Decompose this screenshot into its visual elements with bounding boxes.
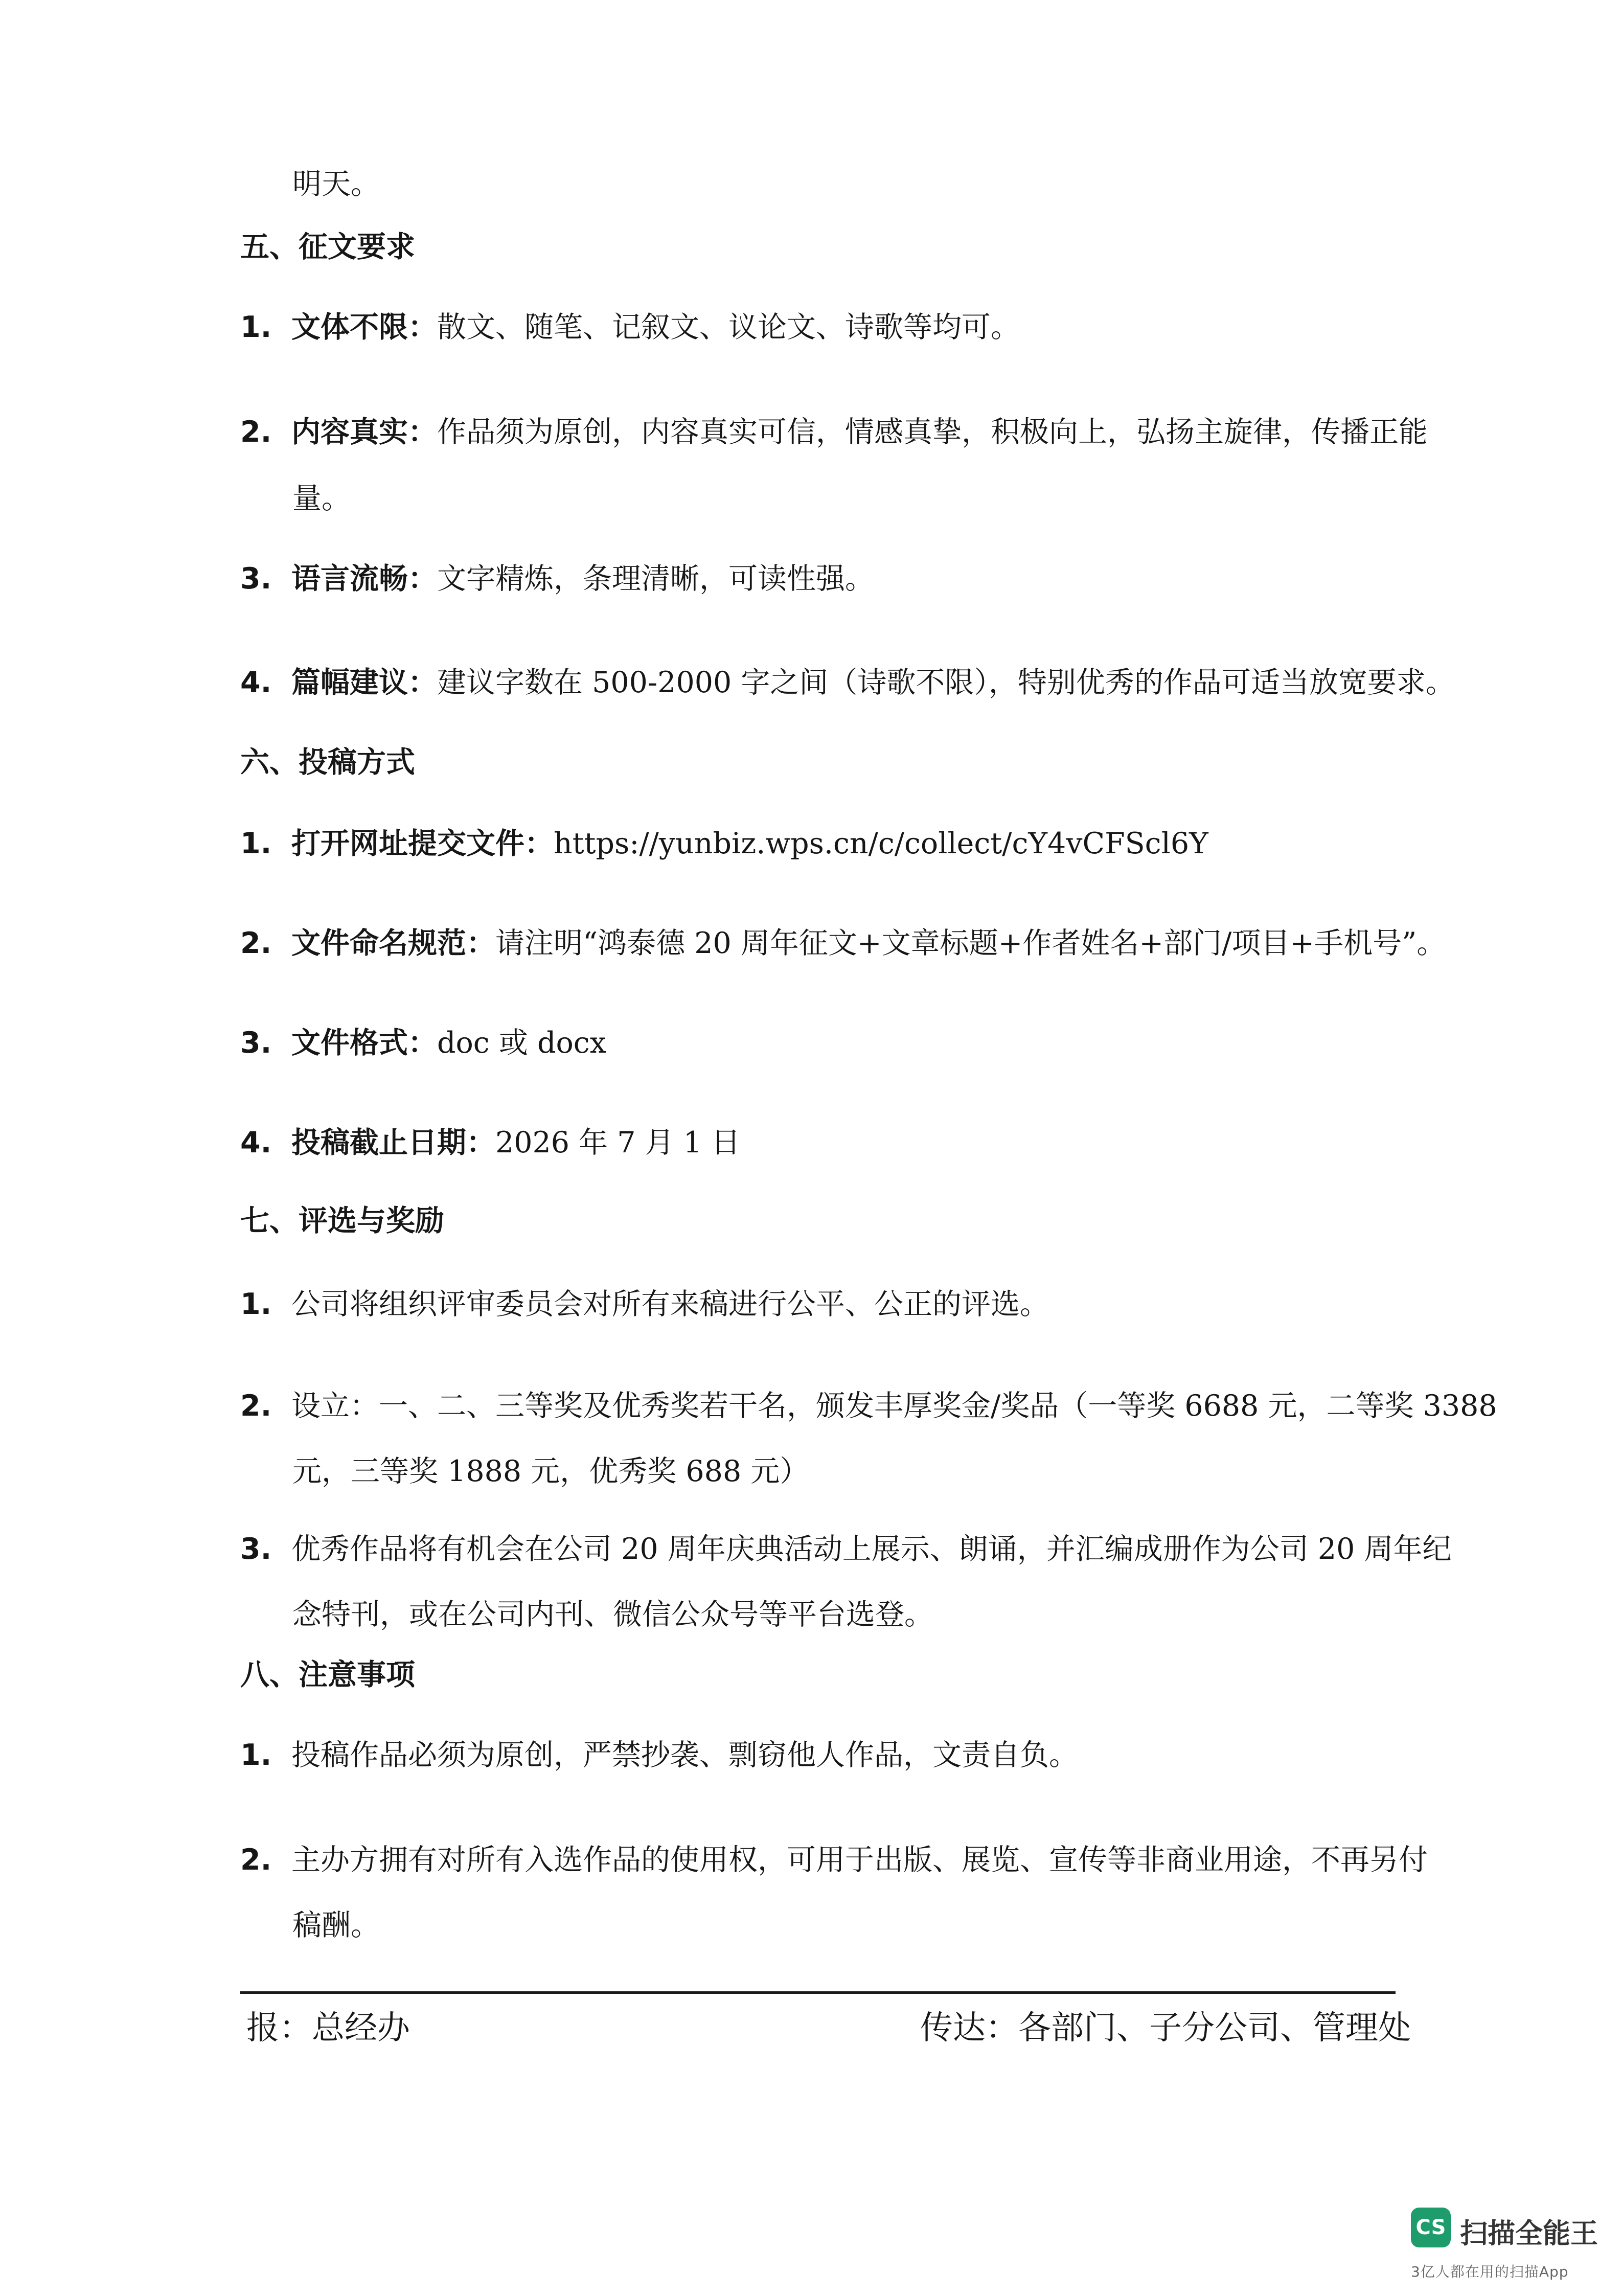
camscanner-logo-icon: CS xyxy=(1411,2208,1451,2247)
item-label: 文件命名规范： xyxy=(291,926,495,960)
distribute-to: 传达：各部门、子分公司、管理处 xyxy=(920,2009,1411,2047)
list-item xyxy=(240,1738,1078,1772)
item-label: 文件格式： xyxy=(291,1026,437,1060)
section-heading: 八、注意事项 xyxy=(240,1658,415,1692)
scanner-watermark xyxy=(1411,2208,1598,2289)
item-number: 1. xyxy=(240,827,272,860)
list-item xyxy=(240,1026,606,1060)
item-text: 设立：一、二、三等奖及优秀奖若干名，颁发丰厚奖金/奖品（一等奖 6688 元，二等奖 3388 xyxy=(291,1389,1497,1423)
item-number: 3. xyxy=(240,1532,272,1566)
item-text: 建议字数在 500-2000 字之间（诗歌不限），特别优秀的作品可适当放宽要求。 xyxy=(437,666,1455,699)
watermark-title: 扫描全能王 xyxy=(1460,2217,1598,2249)
item-number: 1. xyxy=(240,310,272,344)
list-item xyxy=(240,564,874,594)
list-item xyxy=(240,1287,1049,1321)
list-item xyxy=(240,1843,1428,1877)
item-number: 3. xyxy=(240,562,272,596)
item-number: 4. xyxy=(240,666,272,699)
list-item xyxy=(240,926,1446,960)
list-item xyxy=(240,668,1455,697)
item-text: 主办方拥有对所有入选作品的使用权，可用于出版、展览、宣传等非商业用途，不再另付 xyxy=(291,1843,1428,1877)
submission-url: https://yunbiz.wps.cn/c/collect/cY4vCFScl6Y xyxy=(554,827,1208,860)
item-text: 公司将组织评审委员会对所有来稿进行公平、公正的评选。 xyxy=(291,1287,1049,1321)
item-label: 篇幅建议： xyxy=(291,666,437,699)
list-item xyxy=(240,829,1208,858)
list-item xyxy=(240,1389,1497,1423)
item-number: 2. xyxy=(240,415,272,449)
list-item xyxy=(240,415,1428,449)
list-item xyxy=(240,310,1020,344)
item-text: 文字精炼，条理清晰，可读性强。 xyxy=(437,562,874,596)
item-continuation: 量。 xyxy=(292,482,351,515)
item-continuation: 稿酬。 xyxy=(292,1908,380,1942)
list-item xyxy=(240,1532,1452,1566)
item-label: 文体不限： xyxy=(291,310,437,344)
item-text: doc 或 docx xyxy=(437,1026,606,1060)
item-text: 作品须为原创，内容真实可信，情感真挚，积极向上，弘扬主旋律，传播正能 xyxy=(437,415,1428,449)
item-number: 2. xyxy=(240,1843,272,1877)
item-number: 1. xyxy=(240,1287,272,1321)
item-number: 2. xyxy=(240,926,272,960)
continuation-line: 明天。 xyxy=(292,167,380,201)
section-heading: 六、投稿方式 xyxy=(240,745,415,779)
list-item xyxy=(240,1126,741,1160)
item-text: 散文、随笔、记叙文、议论文、诗歌等均可。 xyxy=(437,310,1020,344)
item-number: 3. xyxy=(240,1026,272,1060)
item-label: 投稿截止日期： xyxy=(291,1126,495,1160)
item-continuation: 念特刊，或在公司内刊、微信公众号等平台选登。 xyxy=(292,1598,933,1631)
item-label: 内容真实： xyxy=(291,415,437,449)
item-number: 1. xyxy=(240,1738,272,1772)
item-label: 打开网址提交文件： xyxy=(291,827,554,860)
item-text: 请注明“鸿泰德 20 周年征文+文章标题+作者姓名+部门/项目+手机号”。 xyxy=(495,926,1446,960)
section-heading: 七、评选与奖励 xyxy=(240,1204,444,1238)
item-text: 投稿作品必须为原创，严禁抄袭、剽窃他人作品，文责自负。 xyxy=(291,1738,1078,1772)
item-number: 4. xyxy=(240,1126,272,1160)
item-label: 语言流畅： xyxy=(291,562,437,596)
watermark-subtitle: 3亿人都在用的扫描App xyxy=(1411,2263,1569,2280)
item-continuation: 元，三等奖 1888 元，优秀奖 688 元） xyxy=(292,1454,809,1488)
item-number: 2. xyxy=(240,1389,272,1423)
section-heading: 五、征文要求 xyxy=(240,230,415,264)
footer-divider xyxy=(240,1991,1396,1994)
item-text: 优秀作品将有机会在公司 20 周年庆典活动上展示、朗诵，并汇编成册作为公司 20 周年纪 xyxy=(291,1532,1452,1566)
item-text: 2026 年 7 月 1 日 xyxy=(495,1126,741,1160)
report-to: 报：总经办 xyxy=(246,2009,410,2047)
